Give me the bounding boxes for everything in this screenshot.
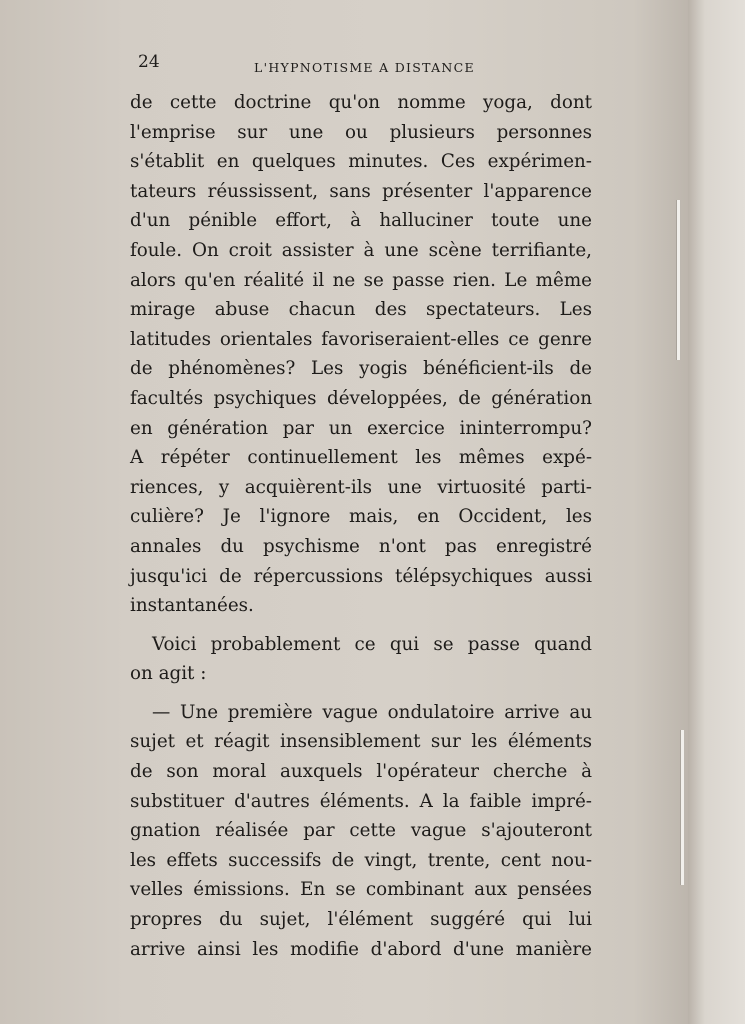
page-header	[138, 52, 590, 82]
paragraph	[130, 698, 592, 964]
page-edge	[688, 0, 745, 1024]
text-line: en génération par un exercice ininterrompu?	[130, 417, 592, 439]
text-line: les effets successifs de vingt, trente, cent nou-	[130, 849, 592, 871]
text-line: de son moral auxquels l'opérateur cherche à	[130, 761, 592, 783]
paragraph	[130, 630, 592, 689]
text-line: foule. On croit assister à une scène terrifiante,	[130, 239, 592, 261]
paragraph	[130, 88, 592, 621]
running-title: L'HYPNOTISME A DISTANCE	[254, 60, 475, 75]
text-line: substituer d'autres éléments. A la faible impré-	[130, 790, 592, 812]
text-line: facultés psychiques développées, de génération	[130, 387, 592, 409]
text-line: culière? Je l'ignore mais, en Occident, les	[130, 506, 592, 528]
text-line: arrive ainsi les modifie d'abord d'une manière	[130, 938, 592, 960]
text-line: riences, y acquièrent-ils une virtuosité parti-	[130, 476, 592, 498]
binding-thread	[680, 730, 685, 885]
binding-thread	[676, 200, 681, 360]
page-number: 24	[138, 52, 160, 72]
text-line: propres du sujet, l'élément suggéré qui lui	[130, 909, 592, 931]
text-line: Voici probablement ce qui se passe quand	[152, 633, 592, 655]
text-line: de phénomènes? Les yogis bénéficient-ils de	[130, 358, 592, 380]
text-line: gnation réalisée par cette vague s'ajouteront	[130, 820, 592, 842]
text-line: s'établit en quelques minutes. Ces expérimen-	[130, 151, 592, 173]
text-line: l'emprise sur une ou plusieurs personnes	[130, 121, 592, 143]
text-line: — Une première vague ondulatoire arrive au	[152, 701, 592, 723]
text-line: A répéter continuellement les mêmes expé-	[130, 447, 592, 469]
body-text	[130, 88, 592, 964]
text-line: alors qu'en réalité il ne se passe rien. Le même	[130, 269, 592, 291]
text-line: velles émissions. En se combinant aux pensées	[130, 879, 592, 901]
text-line: on agit :	[130, 663, 207, 685]
text-line: instantanées.	[130, 595, 254, 617]
text-line: tateurs réussissent, sans présenter l'apparence	[130, 180, 592, 202]
text-line: mirage abuse chacun des spectateurs. Les	[130, 299, 592, 321]
text-line: annales du psychisme n'ont pas enregistré	[130, 535, 592, 557]
text-line: latitudes orientales favoriseraient-elles ce genre	[130, 328, 592, 350]
text-line: de cette doctrine qu'on nomme yoga, dont	[130, 92, 592, 113]
text-line: d'un pénible effort, à halluciner toute une	[130, 210, 592, 232]
text-line: sujet et réagit insensiblement sur les éléments	[130, 731, 592, 753]
text-line: jusqu'ici de répercussions télépsychiques aussi	[130, 565, 592, 587]
